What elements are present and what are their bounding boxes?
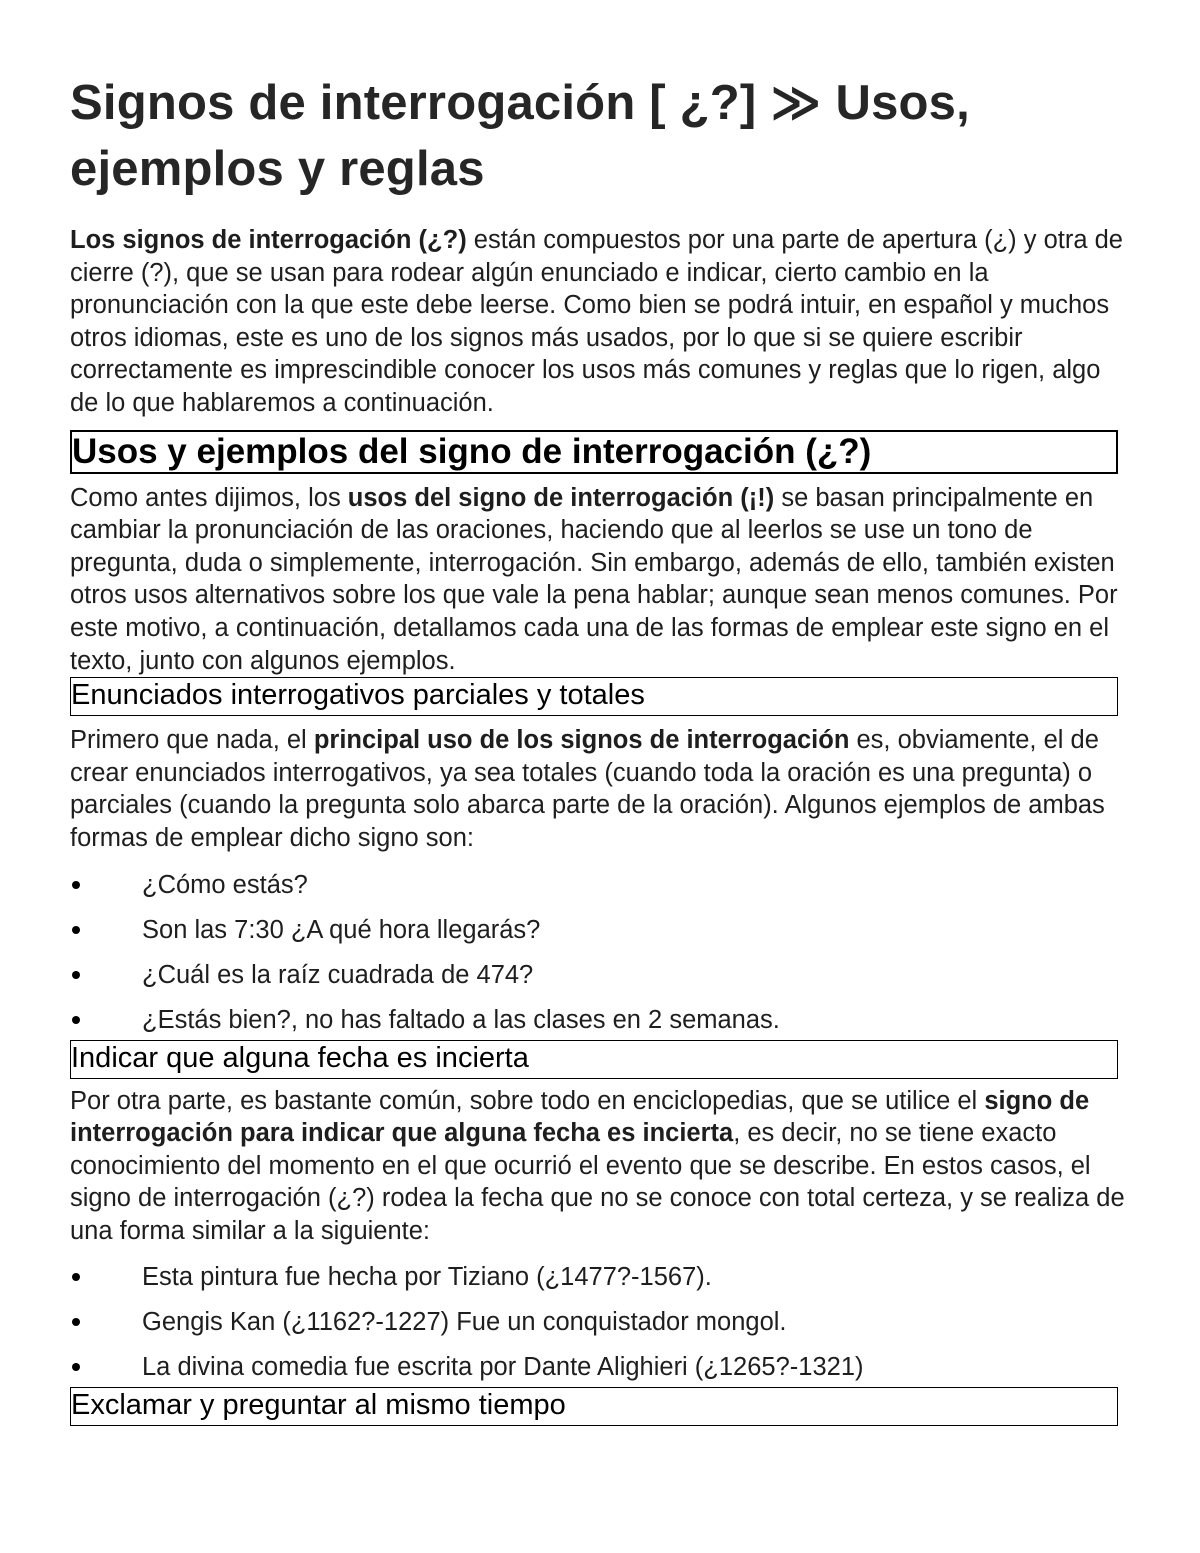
enunciados-text-after: es, obviamente, el de crear enunciados interrogativos, ya sea totales (cuando toda la oración es una pregunta) o parciales (cuando la pregunta solo abarca parte de la oración). Algunos ejemplos de ambas formas de emplear dicho signo son: [70,726,1105,852]
list-item [70,1306,1130,1351]
list-item-text: La divina comedia fue escrita por Dante Alighieri (¿1265?-1321) [142,1353,864,1382]
bullet-icon [72,881,80,889]
bullet-icon [72,1318,80,1326]
section-heading-fecha: Indicar que alguna fecha es incierta [70,1040,1118,1079]
fecha-list [70,1261,1130,1387]
list-item [70,1351,1130,1387]
usos-paragraph [70,482,1130,678]
enunciados-text-before: Primero que nada, el [70,726,314,755]
list-item-text: Son las 7:30 ¿A qué hora llegarás? [142,915,541,944]
usos-text-before: Como antes dijimos, los [70,483,348,512]
list-item [70,869,1130,914]
bullet-icon [72,1273,80,1281]
enunciados-paragraph [70,724,1130,854]
bullet-icon [72,1363,80,1371]
section-heading-enunciados: Enunciados interrogativos parciales y totales [70,677,1118,716]
document-page [70,70,1130,1426]
list-item-text: ¿Cuál es la raíz cuadrada de 474? [142,960,534,989]
fecha-text-after: , es decir, no se tiene exacto conocimiento del momento en el que ocurrió el evento que se describe. En estos casos, el signo de interrogación (¿?) rodea la fecha que no se conoce con total certeza, y se realiza de una forma similar a la siguiente: [70,1119,1125,1245]
list-item [70,914,1130,959]
usos-text-after: se basan principalmente en cambiar la pronunciación de las oraciones, haciendo que al leerlos se use un tono de pregunta, duda o simplemente, interrogación. Sin embargo, además de ello, también existen otros usos alternativos sobre los que vale la pena hablar; aunque sean menos comunes. Por este motivo, a continuación, detallamos cada una de las formas de emplear este signo en el texto, junto con algunos ejemplos. [70,483,1118,675]
list-item [70,959,1130,1004]
bullet-icon [72,971,80,979]
section-heading-exclamar: Exclamar y preguntar al mismo tiempo [70,1387,1118,1426]
enunciados-bold: principal uso de los signos de interrogación [313,726,850,755]
list-item-text: ¿Cómo estás? [142,870,308,899]
section-heading-usos: Usos y ejemplos del signo de interrogación (¿?) [70,430,1118,474]
list-item [70,1004,1130,1040]
list-item-text: Gengis Kan (¿1162?-1227) Fue un conquistador mongol. [142,1308,787,1337]
page-title: Signos de interrogación [ ¿?] ≫ Usos, ejemplos y reglas [70,76,970,196]
fecha-bold: signo de interrogación para indicar que alguna fecha es incierta [70,1086,1090,1148]
intro-text: están compuestos por una parte de apertura (¿) y otra de cierre (?), que se usan para rodear algún enunciado e indicar, cierto cambio en la pronunciación con la que este debe leerse. Como bien se podrá intuir, en español y muchos otros idiomas, este es uno de los signos más usados, por lo que si se quiere escribir correctamente es imprescindible conocer los usos más comunes y reglas que lo rigen, algo de lo que hablaremos a continuación. [70,226,1123,417]
intro-bold: Los signos de interrogación (¿?) [70,226,467,254]
enunciados-list [70,869,1130,1040]
bullet-icon [72,1016,80,1024]
fecha-paragraph [70,1085,1130,1248]
list-item-text: Esta pintura fue hecha por Tiziano (¿1477?-1567). [142,1263,712,1292]
bullet-icon [72,926,80,934]
fecha-text-before: Por otra parte, es bastante común, sobre todo en enciclopedias, que se utilice el [70,1086,985,1115]
list-item-text: ¿Estás bien?, no has faltado a las clases en 2 semanas. [142,1005,780,1034]
intro-paragraph [70,224,1130,420]
list-item [70,1261,1130,1306]
usos-bold: usos del signo de interrogación (¡!) [347,483,775,512]
